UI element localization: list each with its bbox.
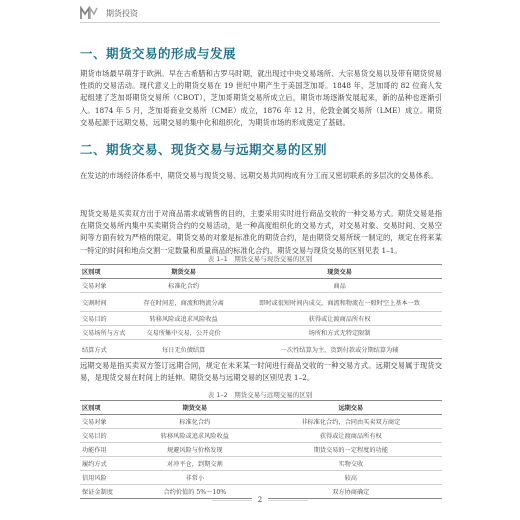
table-cell: 非常小 (130, 471, 260, 485)
table-cell: 交易目的 (80, 312, 130, 326)
table-row (80, 429, 442, 443)
book-title: 期货投资 (106, 8, 138, 18)
table-cell: 交易目的 (80, 429, 130, 443)
table-cell: 转移风险或追求风险收益 (130, 312, 237, 326)
page-number-text: 2 (252, 496, 268, 504)
column-header: 区别项 (80, 265, 130, 279)
table-cell: 每日无负债结算 (130, 340, 237, 359)
column-header: 期货交易 (130, 401, 260, 415)
table-row (80, 279, 442, 293)
table-cell: 履约方式 (80, 457, 130, 471)
paragraph-system: 在发达的市场经济体系中，期货交易与现货交易、远期交易共同构成有分工而又密切联系的多层次的交易体系。 (80, 171, 438, 180)
table-cell: 结算方式 (80, 340, 130, 359)
table-cell: 双方协商确定 (260, 485, 442, 499)
table-cell: 商品 (237, 279, 442, 293)
table-cell: 场所和方式无特定限制 (237, 326, 442, 340)
table-cell: 期货交易的一定程度的功能 (260, 443, 442, 457)
table-row (80, 415, 442, 429)
table-row (80, 340, 442, 359)
table-cell: 保证金制度 (80, 485, 130, 499)
table-cell: 交易所集中交易，公开竞价 (130, 326, 237, 340)
table-row (80, 443, 442, 457)
table-cell: 较高 (260, 471, 442, 485)
table-cell: 对冲平仓，到期交割 (130, 457, 260, 471)
table-cell: 功能作用 (80, 443, 130, 457)
section-heading-differences: 二、期货交易、现货交易与远期交易的区别 (80, 142, 328, 157)
table-cell: 交易对象 (80, 415, 130, 429)
table-cell: 一次性结算为主，货到付款或分期结算为辅 (237, 340, 442, 359)
table-row (80, 293, 442, 312)
page-number (0, 496, 520, 504)
table-cell: 获得或让渡商品所有权 (237, 312, 442, 326)
table-cell: 转移风险或追求风险收益 (130, 429, 260, 443)
table-cell: 交易场所与方式 (80, 326, 130, 340)
paragraph-forward-trading: 远期交易是指买卖双方签订远期合同，规定在未来某一时间进行商品交收的一种交易方式。远期交易属于现货交易，是现货交易在时间上的延伸。期货交易与远期交易的区别见表 1–2。 (80, 361, 442, 383)
column-header: 现货交易 (237, 265, 442, 279)
running-header (80, 6, 138, 20)
table-cell: 即时或很短时间内成交，商流和物流在一般时空上基本一致 (237, 293, 442, 312)
table-cell: 非标准化合约，合同由买卖双方商定 (260, 415, 442, 429)
table-1-caption: 表 1–1 期货交易与现货交易的区别 (207, 255, 313, 263)
table-row (80, 471, 442, 485)
table-cell: 交割时间 (80, 293, 130, 312)
table-cell: 合约价值的 5%～10% (130, 485, 260, 499)
column-header: 期货交易 (130, 265, 237, 279)
table-cell: 标准化合约 (130, 415, 260, 429)
column-header: 区别项 (80, 401, 130, 415)
table-cell: 信用风险 (80, 471, 130, 485)
section-heading-formation: 一、期货交易的形成与发展 (80, 46, 237, 61)
table-cell: 存在时间差，商流和物流分离 (130, 293, 237, 312)
table-cell: 获得或让渡商品所有权 (260, 429, 442, 443)
table-cell: 标准化合约 (130, 279, 237, 293)
table-header-row (80, 401, 442, 415)
table-2-caption: 表 1–2 期货交易与远期交易的区别 (207, 391, 313, 399)
futures-vs-forward-table (80, 400, 442, 499)
table-row (80, 312, 442, 326)
futures-vs-spot-table (80, 264, 442, 359)
table-row (80, 457, 442, 471)
table-row (80, 326, 442, 340)
table-cell: 交易对象 (80, 279, 130, 293)
table-header-row (80, 265, 442, 279)
paragraph-spot-vs-futures: 现货交易是买卖双方出于对商品需求或销售的目的，主要采用实时进行商品交收的一种交易方式。期货交易是指在期货交易所内集中买卖期货合约的交易活动，是一种高度组织化的交易方式，对交易对象、交易时间、交易空间等方面有较为严格的限定。期货交易的对象是标准化的期货合约，是由期货交易所统一制定的，规定在将来某一特定的时间和地点交割一定数量和质量商品的标准化合约。期货交易与现货交易的区别见表 1–1。 (80, 209, 442, 255)
publisher-logo-icon (80, 6, 98, 20)
column-header: 远期交易 (260, 401, 442, 415)
table-cell: 实物交收 (260, 457, 442, 471)
paragraph-history: 期货市场最早萌芽于欧洲。早在古希腊和古罗马时期，就出现过中央交易场所、大宗易货交易以及带有期货贸易性质的交易活动。现代意义上的期货交易在 19 世纪中期产生于美国芝加哥。1848 年，芝加哥的 82 位商人发起组建了芝加哥期货交易所（CBOT），芝加哥期货交易所成立后，期货市场逐渐发展起来，新的品种也逐渐引入。1874 年 5 月，芝加哥商业交易所（CME）成立，1876 年 12 月，伦敦金属交易所（LME）成立。期货交易起源于远期交易，远期交易的集中化和组织化，为期货市场的形成奠定了基础。 (80, 69, 442, 127)
header-divider (80, 22, 440, 23)
table-cell: 规避风险与价格发现 (130, 443, 260, 457)
